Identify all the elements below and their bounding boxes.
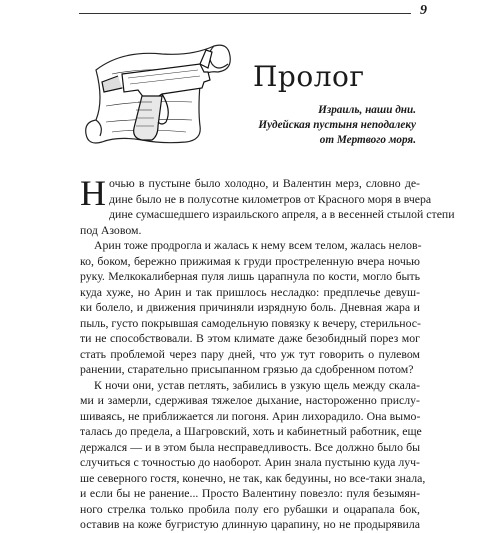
text-line: оставив на коже бугристую длинную царапину, но не продырявила [80, 517, 420, 531]
paragraph [80, 238, 420, 378]
text-line: талась до предела, а Шагровский, хоть и кабинетный работник, еще [80, 424, 422, 438]
header-rule [79, 13, 411, 14]
page-number: 9 [420, 3, 427, 18]
text-line: и если бы не ранение... Просто Валентину повезло: пуля безымян- [80, 486, 420, 500]
drop-cap: Н [80, 173, 106, 213]
text-line: ми и замерли, сдерживая тяжелое дыхание, настороженно прислу- [80, 393, 420, 407]
epigraph-line: Иудейская пустыня неподалеку [258, 119, 416, 131]
paragraph [80, 173, 455, 238]
epigraph [226, 103, 416, 148]
chapter-body [80, 173, 455, 533]
text-line: руку. Мелкокалиберная пуля лишь царапнула по кости, могло быть [80, 269, 420, 283]
text-line: куда хуже, но Арин и так пришлось несладко: предплечье девуш- [80, 284, 420, 299]
text-line: ти не способствовали. В этом климате даже безобидный порез мог [80, 331, 420, 345]
text-line: ше северного гостя, конечно, не так, как бедуины, но все-таки знала, [80, 470, 426, 485]
text-line: под Азовом. [80, 222, 142, 237]
text-line: очью в пустыне было холодно, и Валентин мерз, словно де- [109, 176, 420, 190]
text-line: Арин тоже продрогла и жалась к нему всем телом, жалась нелов- [94, 238, 422, 252]
text-line: стать проблемой через пару дней, что уж тут говорить о пулевом [80, 346, 420, 361]
text-line: ко, боком, бережно прижимая к груди простреленную вчера ночью [80, 253, 420, 268]
text-line: ного стрелка только пробила полу его рубашки и оцарапала бок, [80, 501, 420, 516]
text-line: пыль, густо покрывшая самодельную повязку к вечеру, стерильнос- [80, 315, 421, 330]
text-line: дине было не в полусотне километров от Красного моря в вчера [109, 191, 432, 206]
text-line: случиться с точностью до наоборот. Арин знала пустыню куда луч- [80, 455, 420, 469]
epigraph-line: от Мертвого моря. [319, 134, 416, 146]
text-line: держался — и в этом была несправедливость. Все должно было бы [80, 439, 420, 454]
chapter-title: Пролог [253, 60, 365, 93]
text-line: дине сумасшедшего израильского апреля, а в весенней стылой степи [109, 207, 455, 221]
text-line: шиваясь, не приближается ли погоня. Арин лихорадило. Она вымо- [80, 408, 421, 423]
text-line: ки болело, и движения причиняли изрядную боль. Дневная жара и [80, 300, 420, 314]
epigraph-line: Израиль, наши дни. [318, 104, 416, 116]
text-line: ранении, старательно присыпанном грязью да сдобренном потом? [80, 362, 414, 376]
text-line: К ночи они, устав петлять, забились в узкую щель между скала- [94, 377, 420, 392]
paragraph [80, 377, 426, 533]
pistol-on-scroll-illustration [82, 30, 234, 156]
